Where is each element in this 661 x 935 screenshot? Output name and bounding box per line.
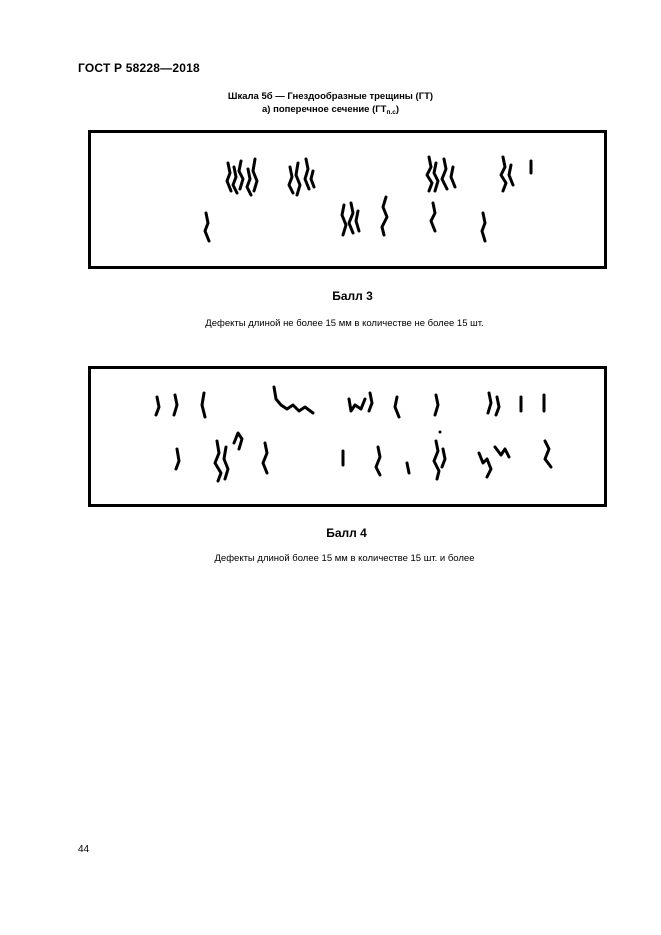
crack-mark xyxy=(176,449,179,469)
crack-mark xyxy=(263,443,267,473)
crack-mark xyxy=(349,399,365,411)
crack-mark xyxy=(227,163,231,191)
crack-figure-score-3-drawing xyxy=(91,133,604,266)
crack-mark xyxy=(311,171,314,187)
crack-mark xyxy=(439,431,442,434)
scale-caption: Шкала 5б — Гнездообразные трещины (ГТ) xyxy=(227,91,434,102)
crack-mark xyxy=(224,447,228,479)
crack-mark xyxy=(247,169,251,195)
crack-mark xyxy=(495,447,509,457)
crack-mark xyxy=(435,395,438,415)
section-caption-end: ) xyxy=(395,104,399,115)
score-description-4: Дефекты длиной более 15 мм в количестве 15 шт. и более xyxy=(214,553,475,564)
crack-mark xyxy=(156,397,159,415)
crack-figure-score-4-drawing xyxy=(91,369,604,504)
section-caption-subscript: п.с xyxy=(386,109,396,116)
crack-mark xyxy=(501,157,506,191)
crack-mark xyxy=(234,433,242,449)
score-label-3: Балл 3 xyxy=(332,289,373,303)
crack-mark xyxy=(305,159,309,189)
crack-mark xyxy=(442,449,445,467)
score-description-3: Дефекты длиной не более 15 мм в количестве не более 15 шт. xyxy=(205,318,484,329)
crack-mark xyxy=(407,463,409,473)
crack-mark xyxy=(434,441,439,479)
page-number: 44 xyxy=(78,844,90,855)
crack-figure-score-4 xyxy=(88,366,607,507)
crack-mark xyxy=(205,213,209,241)
crack-mark xyxy=(356,211,359,231)
crack-mark xyxy=(479,453,491,477)
crack-mark xyxy=(239,161,243,189)
crack-mark xyxy=(427,157,432,191)
crack-mark xyxy=(215,441,221,481)
crack-mark xyxy=(442,159,447,189)
document-header: ГОСТ Р 58228—2018 xyxy=(78,61,200,75)
crack-mark xyxy=(233,167,237,193)
crack-mark xyxy=(434,163,438,191)
crack-mark xyxy=(376,447,380,475)
crack-mark xyxy=(296,163,300,195)
crack-mark xyxy=(174,395,177,415)
crack-mark xyxy=(488,393,491,413)
crack-mark xyxy=(482,213,485,241)
crack-mark xyxy=(289,167,293,193)
crack-mark xyxy=(349,203,353,233)
crack-mark xyxy=(509,165,513,185)
crack-mark xyxy=(342,205,346,235)
crack-mark xyxy=(431,203,435,231)
crack-mark xyxy=(451,167,455,187)
score-label-4: Балл 4 xyxy=(326,526,367,540)
section-caption-text: а) поперечное сечение (ГТ xyxy=(262,104,387,115)
crack-mark xyxy=(253,159,257,191)
section-caption xyxy=(0,104,661,116)
crack-figure-score-3 xyxy=(88,130,607,269)
crack-mark xyxy=(496,397,499,415)
crack-mark xyxy=(202,393,205,417)
crack-mark xyxy=(274,387,313,413)
crack-mark xyxy=(545,441,551,467)
crack-mark xyxy=(369,393,372,411)
crack-mark xyxy=(382,197,387,235)
crack-mark xyxy=(395,397,399,417)
